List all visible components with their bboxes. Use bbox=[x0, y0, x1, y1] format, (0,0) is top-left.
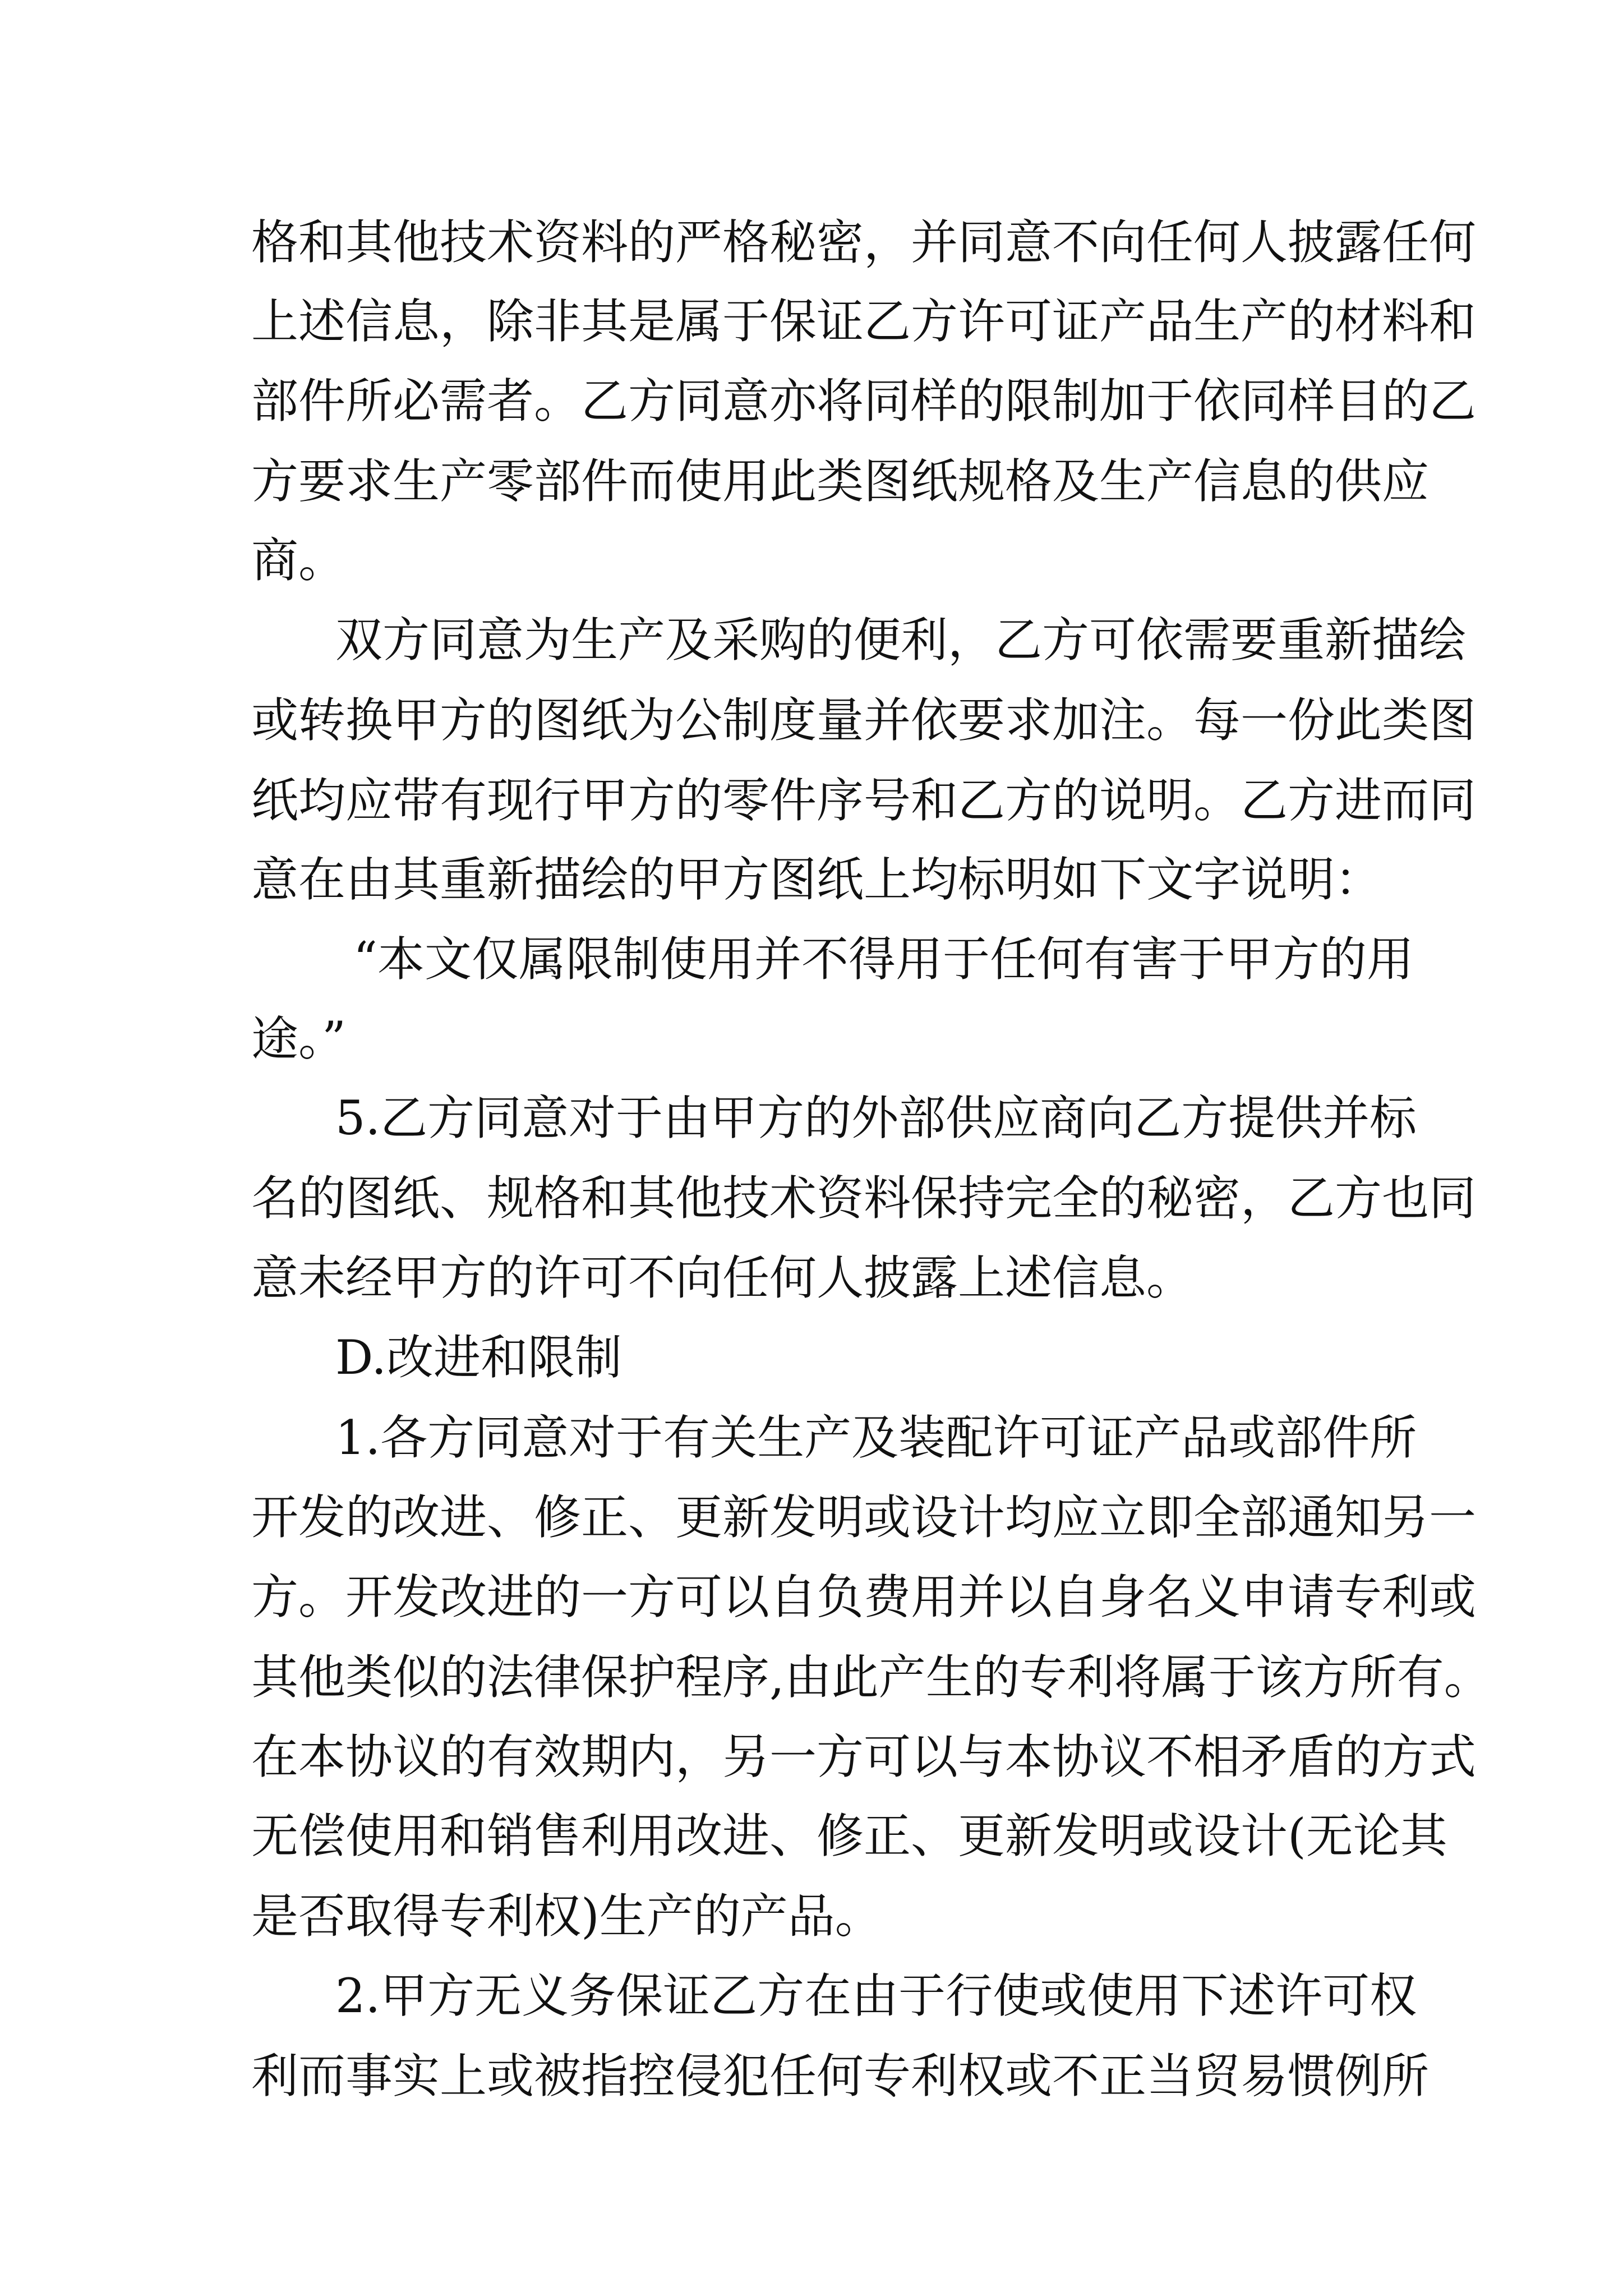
text-line-3: 部件所必需者。乙方同意亦将同样的限制加于依同样目的乙 bbox=[251, 374, 1477, 429]
text-line-10: “本文仅属限制使用并不得用于任何有害于甲方的用 bbox=[353, 932, 1414, 987]
text-line-20: 在本协议的有效期内，另一方可以与本协议不相矛盾的方式 bbox=[251, 1729, 1477, 1784]
text-line-6: 双方同意为生产及采购的便利，乙方可依需要重新描绘 bbox=[335, 613, 1467, 668]
text-line-4: 方要求生产零部件而使用此类图纸规格及生产信息的供应 bbox=[251, 454, 1430, 509]
text-line-9: 意在由其重新描绘的甲方图纸上均标明如下文字说明： bbox=[251, 852, 1382, 907]
text-line-24: 利而事实上或被指控侵犯任何专利权或不正当贸易惯例所 bbox=[251, 2049, 1430, 2104]
text-line-19: 其他类似的法律保护程序,由此产生的专利将属于该方所有。 bbox=[251, 1650, 1491, 1705]
text-line-16: 1.各方同意对于有关生产及装配许可证产品或部件所 bbox=[335, 1410, 1417, 1465]
text-line-18: 方。开发改进的一方可以自负费用并以自身名义申请专利或 bbox=[251, 1570, 1477, 1625]
text-line-7: 或转换甲方的图纸为公制度量并依要求加注。每一份此类图 bbox=[251, 693, 1477, 748]
text-line-17: 开发的改进、修正、更新发明或设计均应立即全部通知另一 bbox=[251, 1490, 1477, 1545]
section-heading: D.改进和限制 bbox=[335, 1330, 623, 1385]
text-line-2: 上述信息，除非其是属于保证乙方许可证产品生产的材料和 bbox=[251, 294, 1477, 349]
text-line-14: 意未经甲方的许可不向任何人披露上述信息。 bbox=[251, 1250, 1194, 1305]
text-line-13: 名的图纸、规格和其他技术资料保持完全的秘密，乙方也同 bbox=[251, 1171, 1477, 1226]
text-line-5: 商。 bbox=[251, 533, 346, 588]
text-line-12: 5.乙方同意对于由甲方的外部供应商向乙方提供并标 bbox=[335, 1091, 1417, 1145]
text-line-8: 纸均应带有现行甲方的零件序号和乙方的说明。乙方进而同 bbox=[251, 773, 1477, 828]
text-line-22: 是否取得专利权)生产的产品。 bbox=[251, 1889, 882, 1944]
text-line-1: 格和其他技术资料的严格秘密，并同意不向任何人披露任何 bbox=[251, 215, 1477, 270]
text-line-11: 途。” bbox=[251, 1011, 346, 1066]
text-line-23: 2.甲方无义务保证乙方在由于行使或使用下述许可权 bbox=[335, 1968, 1417, 2023]
text-line-21: 无偿使用和销售利用改进、修正、更新发明或设计(无论其 bbox=[251, 1809, 1447, 1864]
